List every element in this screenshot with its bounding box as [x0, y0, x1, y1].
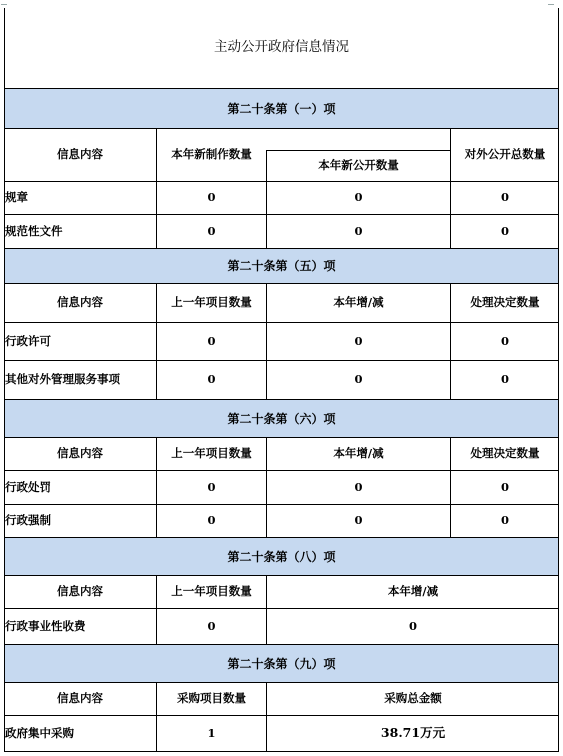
table-cell-value: 0: [500, 190, 509, 205]
table-rule: [4, 608, 559, 609]
table-row-label: 行政许可: [5, 333, 51, 348]
section-header-9: 第二十条第（九）项: [4, 645, 559, 682]
section-header-1: 第二十条第（一）项: [4, 89, 559, 128]
table-rule: [266, 283, 267, 399]
table-row-label: 其他对外管理服务事项: [5, 372, 120, 387]
table-cell-value: 0: [354, 513, 363, 528]
column-header-change: 本年增/减: [333, 446, 384, 461]
table-rule: [4, 437, 559, 438]
table-cell-value: 1: [207, 725, 216, 740]
table-cell-value: 0: [500, 513, 509, 528]
table-rule: [4, 322, 559, 323]
column-header-decisions: 处理决定数量: [470, 446, 540, 461]
table-row-label: 行政事业性收费: [5, 618, 86, 633]
table-row-label: 行政强制: [5, 513, 51, 528]
table-rule: [4, 537, 559, 538]
table-row-label: 行政处罚: [5, 479, 51, 494]
crop-marker: [548, 0, 554, 5]
table-cell-value: 0: [207, 223, 216, 238]
table-cell-value: 0: [354, 333, 363, 348]
table-rule: [450, 437, 451, 537]
table-cell-value: 0: [207, 513, 216, 528]
table-cell-value: 0: [500, 333, 509, 348]
table-rule: [266, 682, 267, 751]
table-cell-value: 0: [354, 372, 363, 387]
column-header-content: 信息内容: [57, 446, 103, 461]
table-cell-value: 0: [207, 479, 216, 494]
table-rule: [4, 715, 559, 716]
table-border: [4, 751, 559, 752]
table-rule: [4, 88, 559, 89]
table-rule: [4, 504, 559, 505]
table-cell-value: 0: [207, 333, 216, 348]
table-rule: [4, 248, 559, 249]
table-cell-value: 0: [354, 190, 363, 205]
table-rule: [156, 575, 157, 644]
column-header-content: 信息内容: [57, 147, 103, 162]
table-row-label: 政府集中采购: [5, 725, 74, 740]
table-rule: [4, 283, 559, 284]
table-rule: [4, 181, 559, 182]
column-header-prev-year: 上一年项目数量: [171, 295, 252, 310]
table-rule: [156, 437, 157, 537]
table-title: 主动公开政府信息情况: [214, 39, 349, 56]
table-rule: [4, 128, 559, 129]
table-rule: [4, 470, 559, 471]
table-cell-value: 0: [207, 372, 216, 387]
table-rule: [450, 283, 451, 399]
section-header-5: 第二十条第（五）项: [4, 249, 559, 283]
column-header-new-published: 本年新公开数量: [318, 158, 399, 173]
section-header-8: 第二十条第（八）项: [4, 538, 559, 575]
table-cell-amount: 38.71万元: [380, 725, 446, 741]
table-rule: [266, 150, 267, 248]
table-rule: [4, 644, 559, 645]
table-cell-value: 0: [354, 479, 363, 494]
table-rule: [450, 128, 451, 248]
column-header-content: 信息内容: [57, 295, 103, 310]
table-rule: [4, 682, 559, 683]
column-header-change: 本年增/减: [387, 584, 439, 599]
column-header-prev-year: 上一年项目数量: [171, 446, 252, 461]
table-rule: [4, 399, 559, 400]
table-row-label: 规范性文件: [5, 223, 63, 238]
table-cell-value: 0: [207, 190, 216, 205]
column-header-total-published: 对外公开总数量: [464, 147, 546, 162]
column-header-content: 信息内容: [57, 691, 103, 706]
column-header-decisions: 处理决定数量: [470, 295, 540, 310]
table-cell-value: 0: [500, 479, 509, 494]
column-header-change: 本年增/减: [333, 295, 384, 310]
table-row-label: 规章: [5, 190, 28, 205]
table-rule: [156, 682, 157, 751]
table-border: [558, 8, 559, 752]
column-header-purchase-count: 采购项目数量: [177, 691, 246, 706]
column-header-content: 信息内容: [57, 584, 103, 599]
table-rule: [4, 575, 559, 576]
table-cell-value: 0: [408, 618, 417, 633]
column-header-new-made: 本年新制作数量: [171, 147, 252, 162]
table-cell-value: 0: [500, 372, 509, 387]
table-cell-value: 0: [207, 618, 216, 633]
section-header-6: 第二十条第（六）项: [4, 400, 559, 437]
table-border: [4, 8, 5, 752]
crop-marker: [1, 0, 7, 5]
table-rule: [4, 360, 559, 361]
info-disclosure-table: [4, 0, 559, 756]
table-rule: [4, 214, 559, 215]
table-cell-value: 0: [354, 223, 363, 238]
table-rule: [156, 128, 157, 248]
table-rule: [266, 150, 451, 151]
column-header-purchase-amount: 采购总金额: [384, 691, 442, 706]
table-rule: [266, 437, 267, 537]
column-header-prev-year: 上一年项目数量: [171, 584, 252, 599]
table-cell-value: 0: [500, 223, 509, 238]
table-rule: [156, 283, 157, 399]
table-rule: [266, 575, 267, 644]
